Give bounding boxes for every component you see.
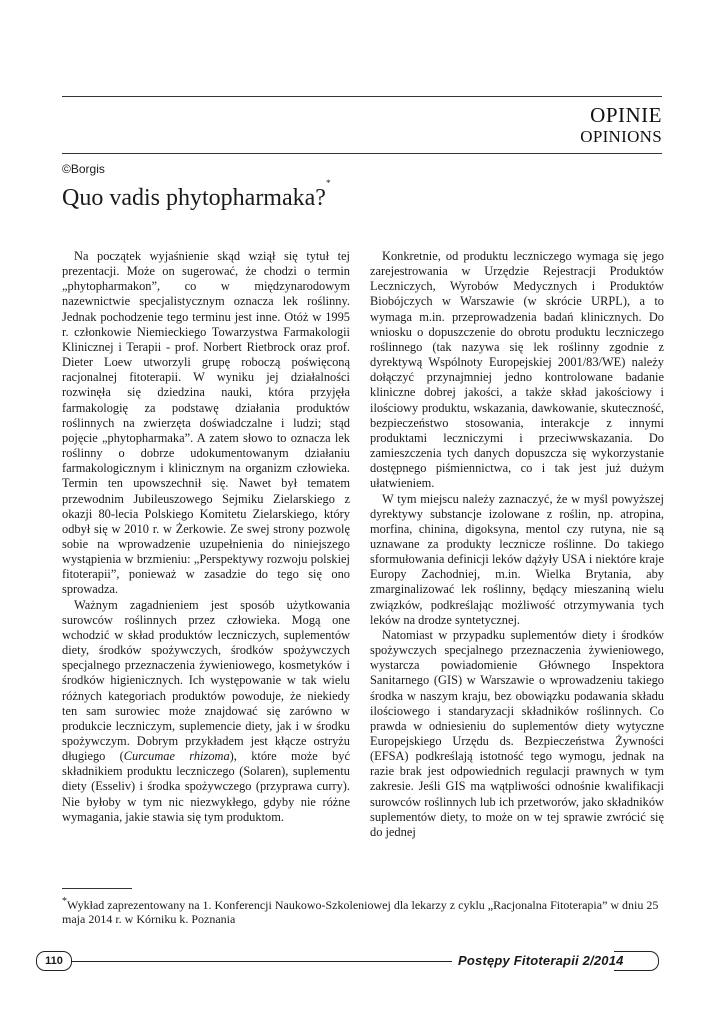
paragraph: W tym miejscu należy zaznaczyć, że w myśl powyższej dyrektywy substancje izolowane z roślin, np. atropina, morfina, chinina, digoksyna, mentol czy rutyna, nie są uznawane za produkty lecznicze roślinne. Do takiego sformułowania definicji leków dążyły USA i niektóre kraje Europy Zachodniej, m.in. Wielka Brytania, aby zmarginalizować lek roślinny, będący mieszaniną wielu związków, podkreślając możliwość otrzymywania tych leków na drodze syntetycznej. [370, 491, 664, 627]
footer-endcap [614, 951, 659, 971]
paragraph-text: ), które może być składnikiem produktu leczniczego (Solaren), suplementu diety (Esseliv) i środka spożywczego (przyprawa curry). Nie byłoby w tym nic niezwykłego, gdyby nie różne wymagania, jakie stawia się tym produktom. [62, 749, 350, 824]
publisher-mark: ©Borgis [62, 162, 105, 176]
section-label-en: OPINIONS [580, 127, 662, 146]
paragraph: Konkretnie, od produktu leczniczego wymaga się jego zarejestrowania w Urzędzie Rejestracji Produktów Leczniczych, Wyrobów Medycznych i Produktów Biobójczych w Warszawie (w skrócie URPL), a to wymaga m.in. przeprowadzenia badań klinicznych. Do wniosku o dopuszczenie do obrotu produktu leczniczego roślinnego (tak nazywa się lek roślinny zgodnie z dyrektywą Wspólnoty Europejskiej 2001/83/WE) należy dołączyć przynajmniej jedno kontrolowane badanie kliniczne dobrej jakości, a także skład jakościowy i ilościowy produktu, wskazania, dawkowanie, skuteczność, bezpieczeństwo stosowania, interakcje z innymi produktami leczniczymi i przeciwwskazania. Do zamieszczenia tych danych dopuszcza się wykorzystanie dostępnego piśmiennictwa, co i tak jest już dużym ułatwieniem. [370, 249, 664, 491]
footer-line [72, 961, 452, 962]
paragraph-text: Ważnym zagadnieniem jest sposób użytkowania surowców roślinnych przez człowieka. Mogą one wchodzić w skład produktów leczniczych, suplementów diety, środków spożywczych, środków spożywczych specjalnego przeznaczenia żywieniowego, kosmetyków i środków higienicznych. Ich występowanie w tak wielu różnych kategoriach produktów powoduje, że niekiedy ten sam surowiec może znajdować się zarówno w produkcie leczniczym, suplemencie diety, jak i w środku spożywczym. Dobrym przykładem jest kłącze ostryżu długiego ( [62, 597, 350, 764]
paragraph: Na początek wyjaśnienie skąd wziął się tytuł tej prezentacji. Może on sugerować, że chodzi o termin „phytopharmakon”, co w międzynarodowym nazewnictwie specjalistycznym oznacza lek roślinny. Jednak pochodzenie tego terminu jest inne. Otóż w 1995 r. członkowie Niemieckiego Towarzystwa Farmakologii Klinicznej i Terapii - prof. Norbert Rietbrock oraz prof. Dieter Loew utworzyli grupę roboczą poświęconą racjonalnej fitoterapii. W wyniku jej działalności rozwinęła się dziedzina nauki, która przyjęła farmakologię za podstawę działania produktów roślinnych na zwierzęta doświadczalne i ludzi; stąd pojęcie „phytopharmaka”. A zatem słowo to oznacza lek roślinny o dobrze udokumentowanym działaniu farmakologicznym i klinicznym na organizm człowieka. Termin ten upowszechnił się. Nawet był tematem przewodnim Jubileuszowego Sejmiku Zielarskiego z okazji 80-lecia Polskiego Komitetu Zielarskiego, który odbył się w 2010 r. w Żerkowie. Ze swej strony pozwolę sobie na wprowadzenie uzupełnienia do niniejszego wystąpienia w brzmieniu: „Perspektywy rozwoju polskiej fitoterapii”, ponieważ w zasadzie do tego się ono sprowadza. [62, 249, 350, 597]
footnote-text: Wykład zaprezentowany na 1. Konferencji Naukowo-Szkoleniowej dla lekarzy z cyklu „Racjonalna Fitoterapia” w dniu 25 maja 2014 r. w Kórniku k. Poznania [62, 898, 659, 926]
body-column-right [370, 249, 664, 840]
article-title [62, 178, 331, 212]
header-rule-top [62, 96, 662, 97]
journal-name: Postępy Fitoterapii 2/2014 [458, 953, 624, 968]
latin-term: Curcumae rhizoma [123, 749, 230, 764]
title-footnote-mark: * [325, 178, 331, 188]
title-text: Quo vadis phytopharmaka? [62, 185, 326, 211]
header-rule-bottom [62, 153, 662, 154]
footnote-mark: * [62, 896, 67, 907]
section-label-pl: OPINIE [590, 103, 662, 127]
paragraph: Natomiast w przypadku suplementów diety i środków spożywczych specjalnego przeznaczenia żywieniowego, wystarcza powiadomienie Głównego Inspektora Sanitarnego (GIS) w Warszawie o wprowadzeniu takiego środka w naszym kraju, bez obowiązku podawania składu ilościowego i standaryzacji składników roślinnych. Co prawda w odniesieniu do suplementów diety wytyczne Europejskiego Urzędu ds. Bezpieczeństwa Żywności (EFSA) podkreślają istotność tego wymogu, jednak na razie brak jest odpowiednich regulacji prawnych w tym zakresie. Jeśli GIS ma wątpliwości odnośnie kwalifikacji surowców roślinnych lub ich przetworów, jako składników suplementów diety, to może on w tej sprawie zwrócić się do jednej [370, 627, 664, 839]
page-number: 110 [36, 951, 72, 971]
paragraph [62, 598, 350, 825]
footnote-rule [62, 888, 132, 889]
footnote [62, 895, 667, 926]
body-column-left [62, 249, 350, 825]
page-footer [36, 951, 660, 971]
